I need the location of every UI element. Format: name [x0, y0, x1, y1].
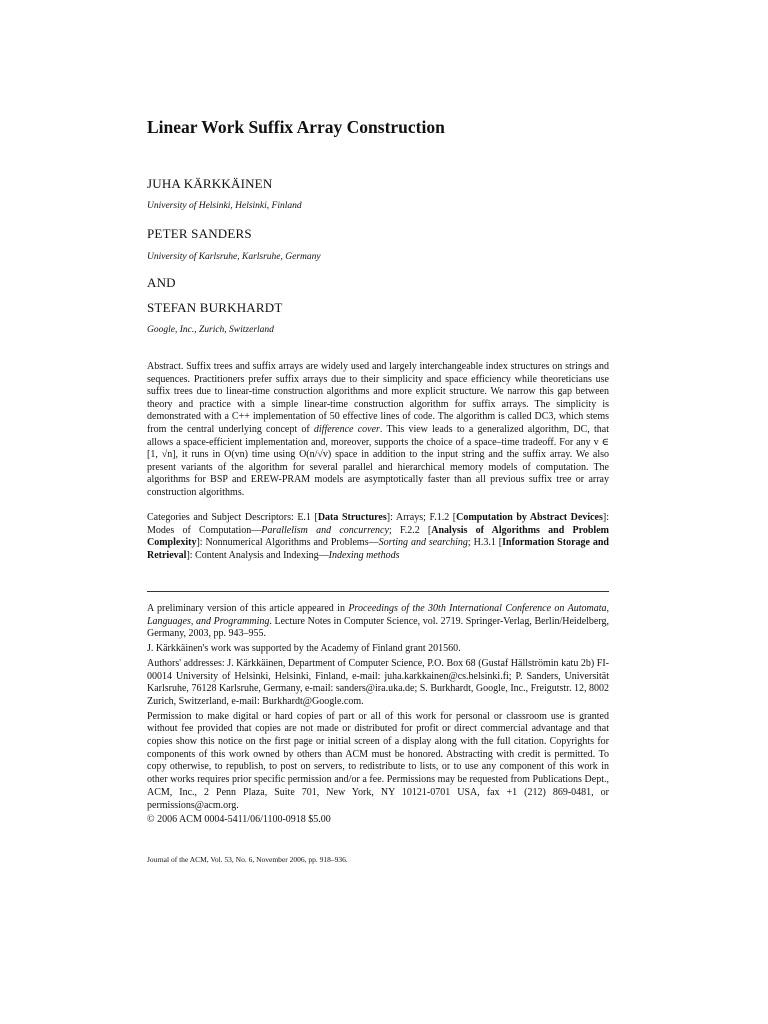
categories-text: ]: Modes of Computation—: [147, 512, 609, 536]
author-2-name: PETER SANDERS: [147, 226, 252, 241]
category-italic: Parallelism and concurrency: [261, 524, 389, 536]
category-bold: Analysis of Algorithms and Problem Complexity: [147, 524, 609, 549]
category-italic: Indexing methods: [328, 549, 400, 561]
categories-text: ; F.2.2 [: [388, 524, 432, 536]
author-3-name: STEFAN BURKHARDT: [147, 300, 283, 315]
abstract-text-1: Suffix trees and suffix arrays are widely used and largely interchangeable index structures on strings and sequences. Practitioners prefer suffix arrays due to their simplicity and space efficiency while theoreticians use suffix trees due to linear-time construction algorithms and more explicit structure. We narrow this gap between theory and practice with a simple linear-time construction algorithm for suffix arrays. The simplicity is demonstrated with a C++ implementation of 50 effective lines of code. The algorithm is called DC3, which stems from the central underlying concept of: [147, 361, 609, 435]
category-italic: Sorting and searching: [378, 537, 468, 549]
categories-text: ; H.3.1 [: [467, 537, 503, 549]
categories-text: Categories and Subject Descriptors: E.1 [: [147, 512, 318, 523]
paper-title: Linear Work Suffix Array Construction: [147, 117, 445, 137]
journal-citation: Journal of the ACM, Vol. 53, No. 6, November 2006, pp. 918–936.: [147, 855, 348, 864]
categories-text: ]: Content Analysis and Indexing—: [186, 549, 329, 561]
footnotes: [147, 603, 609, 829]
author-3-affiliation: Google, Inc., Zurich, Switzerland: [147, 325, 274, 335]
footnote-preliminary: [147, 603, 609, 641]
abstract-text-2: . This view leads to a generalized algorithm, DC, that allows a space-efficient implementation and, moreover, supports the choice of a space–time tradeoff. For any v ∈ [1, √n], it runs in O(vn) time using O(n/√v) space in addition to the input string and the suffix array. We also present variants of the algorithm for several parallel and hierarchical memory models of computation. The algorithms for BSP and EREW-PRAM models are asymptotically faster than all previous suffix tree or array construction algorithms.: [147, 423, 609, 498]
footnote-emphasis: Proceedings of the 30th International Conference on Automata, Languages, and Programming: [147, 603, 609, 627]
author-1-affiliation: University of Helsinki, Helsinki, Finland: [147, 201, 302, 211]
abstract-emphasis: difference cover: [313, 423, 380, 435]
categories-descriptors: [147, 512, 609, 562]
category-bold: Data Structures: [317, 512, 387, 523]
footnote-text: . Lecture Notes in Computer Science, vol. 2719. Springer-Verlag, Berlin/Heidelberg, Germany, 2003, pp. 943–955.: [147, 615, 609, 640]
footnote-text: A preliminary version of this article appeared in: [147, 603, 349, 614]
footnote-copyright: © 2006 ACM 0004-5411/06/1100-0918 $5.00: [147, 814, 331, 826]
author-2-affiliation: University of Karlsruhe, Karlsruhe, Germany: [147, 252, 321, 262]
abstract: [147, 361, 609, 500]
footnote-rule: [147, 591, 609, 592]
author-1-name: JUHA KÄRKKÄINEN: [147, 176, 273, 191]
category-bold: Computation by Abstract Devices: [456, 512, 603, 523]
footnote-addresses: Authors' addresses: J. Kärkkäinen, Department of Computer Science, P.O. Box 68 (Gustaf Hällströmin katu 2b) FI-00014 University of Helsinki, Helsinki, Finland, e-mail: juha.karkkainen@cs.helsinki.fi; P. Sanders, Universität Karlsruhe, 76128 Karlsruhe, Germany, e-mail: sanders@ira.uka.de; S. Burkhardt, Google, Inc., Freigutstr. 12, 8002 Zurich, Switzerland, e-mail: Burkhardt@Google.com.: [147, 657, 609, 707]
abstract-label: Abstract.: [147, 361, 184, 372]
footnote-permission: Permission to make digital or hard copies of part or all of this work for personal or classroom use is granted without fee provided that copies are not made or distributed for profit or direct commercial advantage and that copies show this notice on the first page or initial screen of a display along with the full citation. Copyrights for components of this work owned by others than ACM must be honored. Abstracting with credit is permitted. To copy otherwise, to republish, to post on servers, to redistribute to lists, or to use any component of this work in other works requires prior specific permission and/or a fee. Permissions may be requested from Publications Dept., ACM, Inc., 2 Penn Plaza, Suite 701, New York, NY 10121-0701 USA, fax +1 (212) 869-0481, or permissions@acm.org.: [147, 710, 609, 811]
footnote-support: J. Kärkkäinen's work was supported by the Academy of Finland grant 201560.: [147, 643, 461, 655]
category-bold: Information Storage and Retrieval: [147, 537, 609, 561]
categories-text: ]: Arrays; F.1.2 [: [386, 512, 457, 523]
categories-text: ]: Nonnumerical Algorithms and Problems—: [196, 537, 379, 549]
and-separator: AND: [147, 275, 176, 290]
